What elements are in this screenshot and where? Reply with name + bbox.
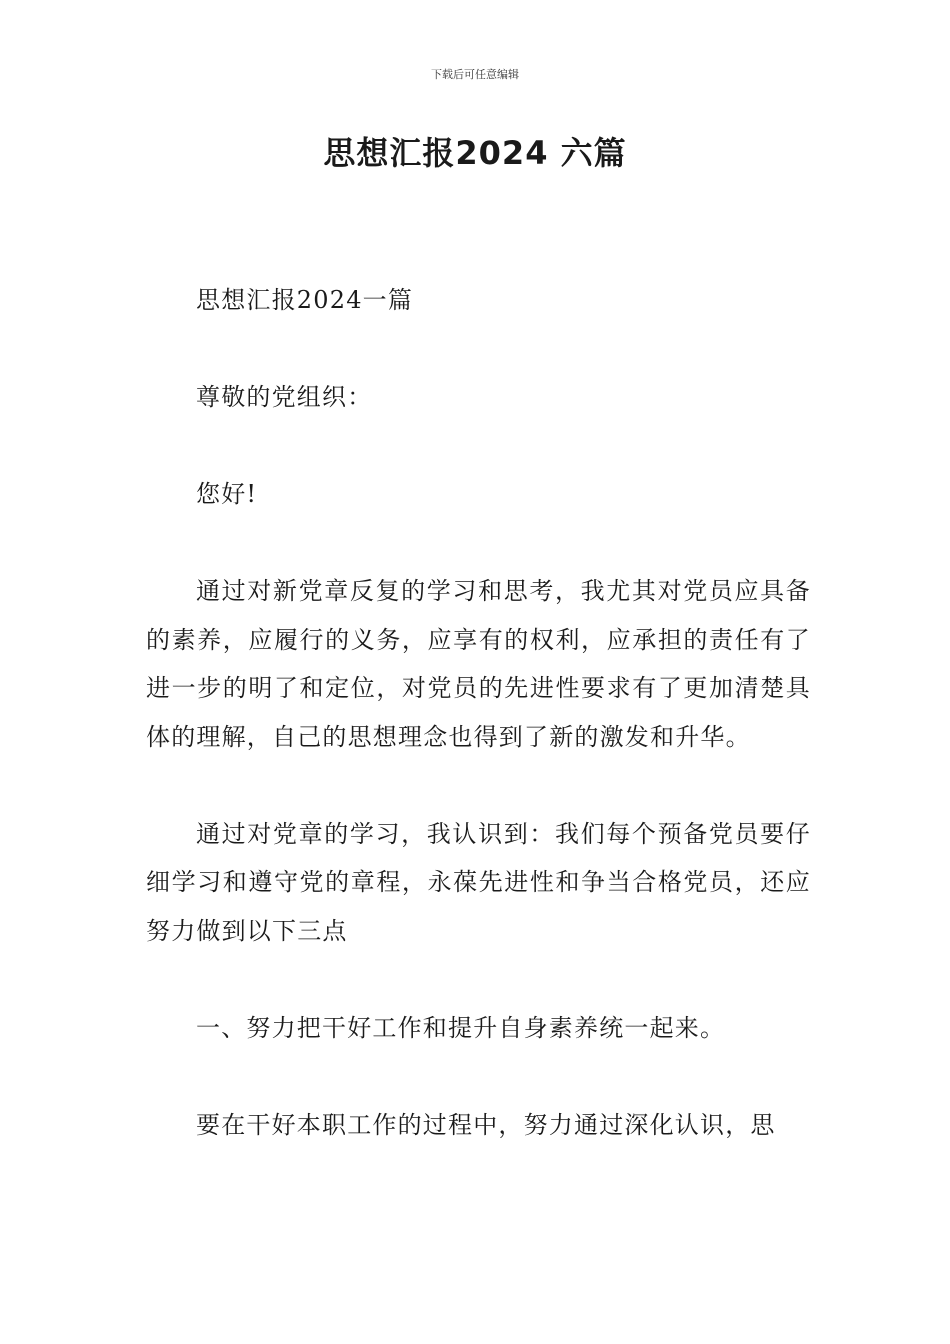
salutation: 尊敬的党组织： xyxy=(196,383,373,411)
document-title: 思想汇报2024 六篇 xyxy=(323,134,627,172)
point-heading: 一、努力把干好工作和提升自身素养统一起来。 xyxy=(196,1013,726,1042)
section-heading: 思想汇报2024一篇 xyxy=(196,286,414,314)
header-note: 下载后可任意编辑 xyxy=(431,68,519,81)
body-paragraph: 要在干好本职工作的过程中，努力通过深化认识，思 xyxy=(196,1110,776,1139)
greeting: 您好! xyxy=(196,480,258,508)
body-paragraph: 通过对党章的学习，我认识到：我们每个预备党员要仔细学习和遵守党的章程，永葆先进性和争当合格党员，还应努力做到以下三点 xyxy=(146,819,811,945)
document-body xyxy=(146,276,811,1149)
body-paragraph: 通过对新党章反复的学习和思考，我尤其对党员应具备的素养，应履行的义务，应享有的权利，应承担的责任有了进一步的明了和定位，对党员的先进性要求有了更加清楚具体的理解，自己的思想理念也得到了新的激发和升华。 xyxy=(146,577,811,751)
